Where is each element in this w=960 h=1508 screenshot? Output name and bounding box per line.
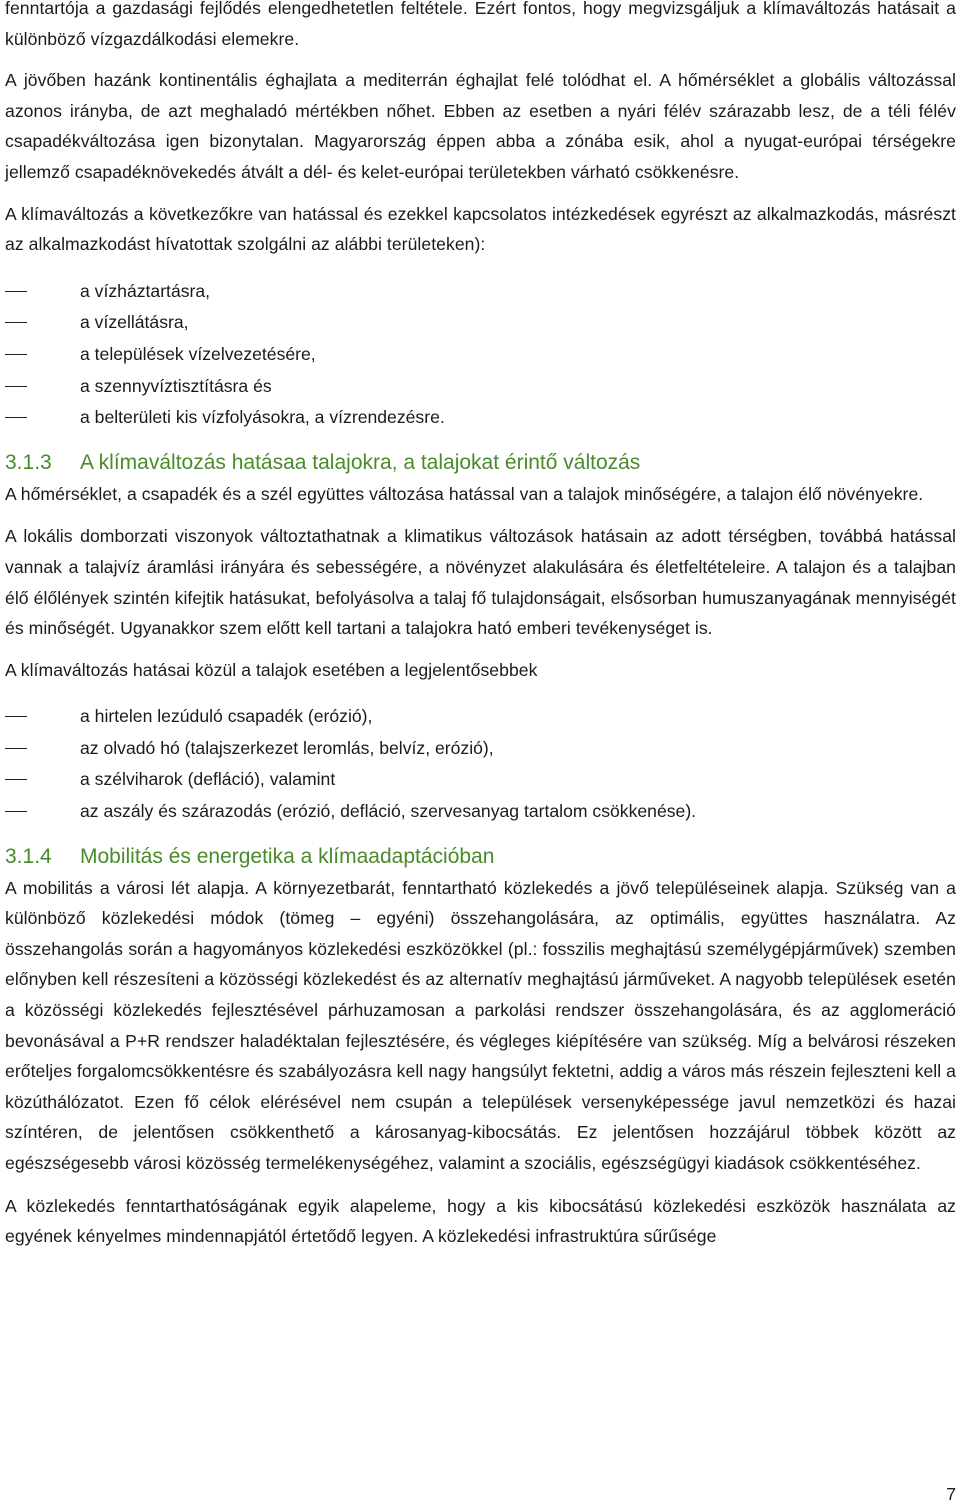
section-title: Mobilitás és energetika a klímaadaptációban xyxy=(80,844,495,868)
section-number: 3.1.3 xyxy=(5,450,52,474)
section-title: A klímaváltozás hatásaa talajokra, a talajokat érintő változás xyxy=(80,450,641,474)
document-page xyxy=(5,0,956,1252)
list-item: a szennyvíztisztításra és xyxy=(5,371,956,403)
dash-bullet-icon xyxy=(5,748,27,749)
list-item: az aszály és szárazodás (erózió, defláció, szervesanyag tartalom csökkenése). xyxy=(5,796,956,828)
section-heading-soil xyxy=(5,448,956,478)
list-item: a vízellátásra, xyxy=(5,307,956,339)
list-item: a szélviharok (defláció), valamint xyxy=(5,764,956,796)
paragraph-soil-intro: A hőmérséklet, a csapadék és a szél együttes változása hatással van a talajok minőségére, a talajon élő növényekre. xyxy=(5,483,924,504)
section-heading-mobility xyxy=(5,842,956,872)
water-impact-list xyxy=(5,276,956,434)
soil-impact-list xyxy=(5,701,956,827)
paragraph-soil-local: A lokális domborzati viszonyok változtathatnak a klimatikus változások hatásain az adott térségben, továbbá hatással vannak a talajvíz áramlási irányára és sebességére, a növényzet alakulására és életfeltételeire. A talajon és a talajban élő élőlények szintén kifejtik hatásukat, befolyásolva a talaj fő tulajdonságait, elsősorban humuszanyagának mennyiségét és minőségét. Ugyanakkor szem előtt kell tartani a talajokra ható emberi tevékenységet is. xyxy=(5,526,956,639)
list-item: a települések vízelvezetésére, xyxy=(5,339,956,371)
dash-bullet-icon xyxy=(5,417,27,418)
paragraph-climate-shift: A jövőben hazánk kontinentális éghajlata a mediterrán éghajlat felé tolódhat el. A hőmérséklet a globális változással azonos irányba, de azt meghaladó mértékben nőhet. Ebben az esetben a nyári félév szárazabb lesz, de a téli félév csapadékváltozása igen bizonytalan. Magyarország éppen abba a zónába esik, ahol a nyugat-európai térségekre jellemző csapadéknövekedés átvált a dél- és kelet-európai területekben várható csökkenésre. xyxy=(5,70,956,182)
dash-bullet-icon xyxy=(5,291,27,292)
dash-bullet-icon xyxy=(5,354,27,355)
list-item: az olvadó hó (talajszerkezet leromlás, belvíz, erózió), xyxy=(5,733,956,765)
dash-bullet-icon xyxy=(5,322,27,323)
dash-bullet-icon xyxy=(5,386,27,387)
paragraph-soil-list-intro: A klímaváltozás hatásai közül a talajok esetében a legjelentősebbek xyxy=(5,659,538,680)
dash-bullet-icon xyxy=(5,716,27,717)
section-number: 3.1.4 xyxy=(5,844,52,868)
list-item: a vízháztartásra, xyxy=(5,276,956,308)
paragraph-water-intro: fenntartója a gazdasági fejlődés elengedhetetlen feltétele. Ezért fontos, hogy megvizsgáljuk a klímaváltozás hatásait a különböző vízgazdálkodási elemekre. xyxy=(5,0,956,49)
list-item: a belterületi kis vízfolyásokra, a vízrendezésre. xyxy=(5,402,956,434)
dash-bullet-icon xyxy=(5,811,27,812)
paragraph-transport-sustainability: A közlekedés fenntarthatóságának egyik alapeleme, hogy a kis kibocsátású közlekedési eszközök használata az egyének kényelmes mindennapjától értetődő legyen. A közlekedési infrastruktúra sűrűsége xyxy=(5,1195,956,1247)
paragraph-mobility: A mobilitás a városi lét alapja. A környezetbarát, fenntartható közlekedés a jövő településeinek alapja. Szükség van a különböző közlekedési módok (tömeg – egyéni) összehangolására, az optimális, együttes használatra. Az összehangolás során a hagyományos közlekedési eszközökkel (pl.: fosszilis meghajtású személygépjárművek) szemben előnyben kell részesíteni a közösségi közlekedést és az alternatív meghajtású járműveket. A nagyobb települések esetén a közösségi közlekedés fejlesztésével párhuzamosan a parkolási rendszer összehangolására, és az agglomeráció bevonásával a P+R rendszer haladéktalan fejlesztésére, és végleges kiépítésére van szükség. Míg a belvárosi részeken erőteljes forgalomcsökkentésre és szabályozásra kell nagy hangsúlyt fektetni, addig a város más részein fejleszteni kell a közúthálózatot. Ezen fő célok elérésével nem csupán a települések versenyképessége javul nemzetközi és hazai színtéren, de jelentősen csökkenthető a károsanyag-kibocsátás. Ez jelentősen hozzájárul többek között az egészségesebb városi közösség termelékenységéhez, valamint a szociális, egészségügyi kiadások csökkentéséhez. xyxy=(5,877,956,1173)
page-number: 7 xyxy=(946,1484,956,1504)
paragraph-impact-areas: A klímaváltozás a következőkre van hatással és ezekkel kapcsolatos intézkedések egyrészt az alkalmazkodás, másrészt az alkalmazkodást hívatottak szolgálni az alábbi területeken): xyxy=(5,203,956,255)
list-item: a hirtelen lezúduló csapadék (erózió), xyxy=(5,701,956,733)
dash-bullet-icon xyxy=(5,779,27,780)
